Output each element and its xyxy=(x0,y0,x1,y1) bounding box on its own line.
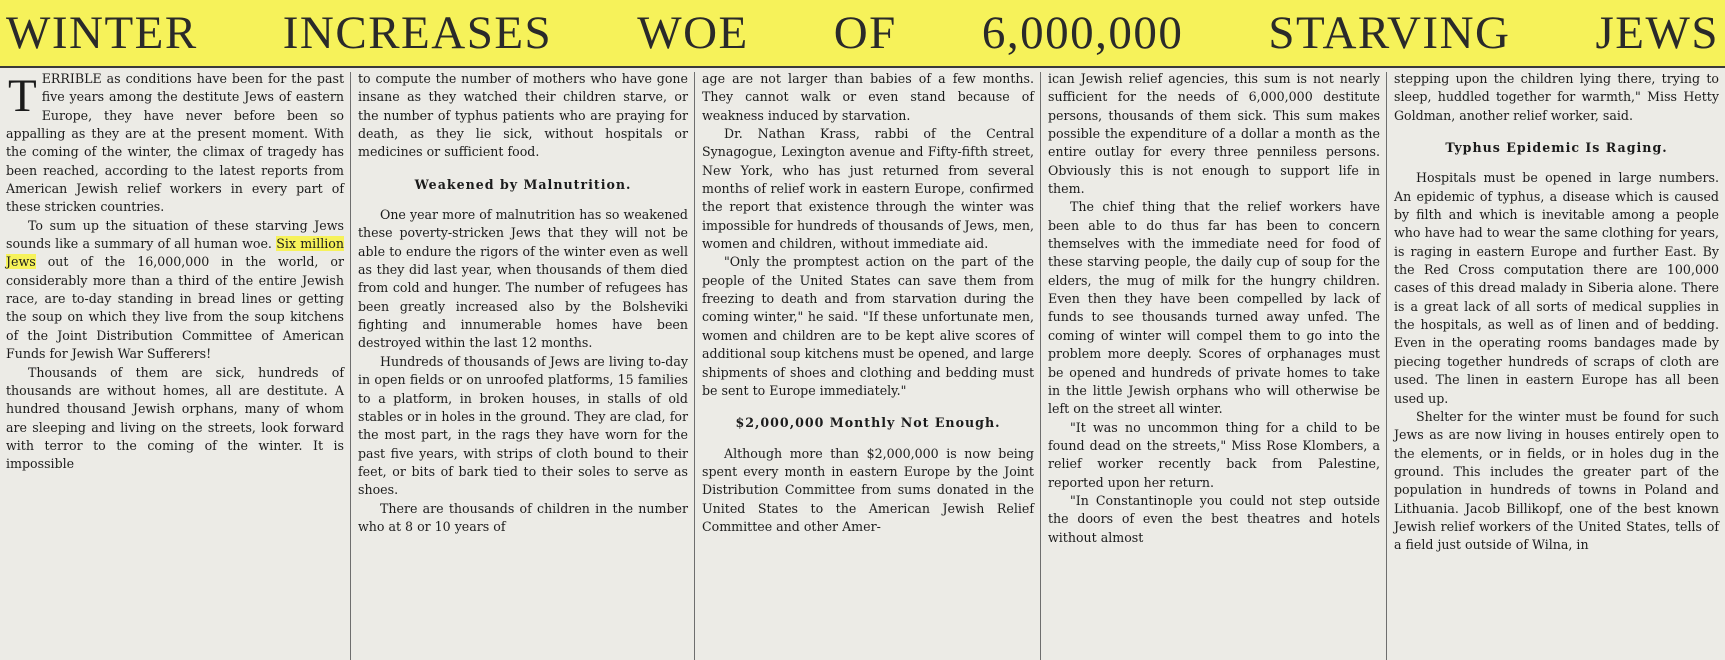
headline-word: INCREASES xyxy=(282,7,553,59)
paragraph: age are not larger than babies of a few months. They cannot walk or even stand because of weakness induced by starvation. xyxy=(702,71,1034,123)
paragraph: to compute the number of mothers who have gone insane as they watched their children starve, or the number of typhus patients who are praying for death, as they lie sick, without hospitals or medicines or sufficient food. xyxy=(358,71,688,160)
paragraph: The chief thing that the relief workers have been able to do thus far has been to concern themselves with the immediate need for food of these starving people, the daily cup of soup for the elders, the mug of milk for the hungry children. Even then they have been compelled by lack of funds to see thousands turned away unfed. The coming of winter will compel them to go into the problem more deeply. Scores of orphanages must be opened and hundreds of private homes to take in the little Jewish orphans who will otherwise be left on the street all winter. xyxy=(1048,199,1380,417)
article-column-5 xyxy=(1388,70,1725,660)
headline-word: WOE xyxy=(637,7,749,59)
paragraph: Hospitals must be opened in large numbers. An epidemic of typhus, a disease which is caused by filth and which is inevitable among a people who have had to wear the same clothing for years, is raging in eastern Europe and further East. By the Red Cross computation there are 100,000 cases of this dread malady in Siberia alone. There is a great lack of all sorts of medical supplies in the hospitals, as well as of linen and of bedding. Even in the operating rooms bandages made by piecing together hundreds of scraps of cloth are used. The linen in eastern Europe has all been used up. xyxy=(1394,170,1719,406)
paragraph: One year more of malnutrition has so weakened these poverty-stricken Jews that they will not be able to endure the rigors of the winter even as well as they did last year, when thousands of them died from cold and hunger. The number of refugees has been greatly increased also by the Bolsheviki fighting and innumerable homes have been destroyed within the last 12 months. xyxy=(358,207,688,351)
column-rule xyxy=(350,72,351,660)
paragraph: TERRIBLE as conditions have been for the past five years among the destitute Jews of eastern Europe, they have never before been so appalling as they are at the present moment. With the coming of the winter, the climax of tragedy has been reached, according to the latest reports from American Jewish relief workers in every part of these stricken countries. xyxy=(6,70,344,215)
headline-rule xyxy=(0,66,1725,68)
paragraph: "It was no uncommon thing for a child to be found dead on the streets," Miss Rose Klombers, a relief worker recently back from Palestine, reported upon her return. xyxy=(1048,419,1380,490)
article-column-2 xyxy=(352,70,694,660)
paragraph: Shelter for the winter must be found for such Jews as are now living in houses entirely open to the elements, or in fields, or in holes dug in the ground. This includes the greater part of the population in hundreds of towns in Poland and Lithuania. Jacob Billikopf, one of the best known Jewish relief workers of the United States, tells of a field just outside of Wilna, in xyxy=(1394,408,1719,553)
subheading: $2,000,000 Monthly Not Enough. xyxy=(735,415,1001,431)
paragraph: stepping upon the children lying there, trying to sleep, huddled together for warmth," Miss Hetty Goldman, another relief worker, said. xyxy=(1394,71,1719,123)
paragraph: There are thousands of children in the number who at 8 or 10 years of xyxy=(358,500,688,534)
paragraph: "In Constantinople you could not step outside the doors of even the best theatres and hotels without almost xyxy=(1048,492,1380,545)
column-rule xyxy=(1040,72,1041,660)
drop-cap: T xyxy=(8,70,37,122)
headline xyxy=(0,0,1725,66)
column-rule xyxy=(1386,72,1387,660)
headline-word: STARVING xyxy=(1268,7,1511,59)
headline-word: JEWS xyxy=(1595,7,1719,59)
article-column-4 xyxy=(1042,70,1386,660)
headline-word: WINTER xyxy=(6,7,198,59)
article-column-1 xyxy=(0,70,350,660)
subheading: Typhus Epidemic Is Raging. xyxy=(1445,140,1668,156)
paragraph: Thousands of them are sick, hundreds of thousands are without homes, all are destitute. A hundred thousand Jewish orphans, many of whom are sleeping and living on the streets, look forward with terror to the coming of the winter. It is impossible xyxy=(6,364,344,472)
paragraph: Although more than $2,000,000 is now being spent every month in eastern Europe by the Joint Distribution Committee from sums donated in the United States to the American Jewish Relief Committee and other Amer- xyxy=(702,445,1034,534)
subheading: Weakened by Malnutrition. xyxy=(414,176,632,192)
highlighted-text: Six million Jews xyxy=(6,236,344,270)
paragraph: Hundreds of thousands of Jews are living to-day in open fields or on unroofed platforms, 15 families to a platform, in broken houses, in stalls of old stables or in holes in the ground. They are clad, for the most part, in the rags they have worn for the past five years, with strips of cloth bound to their feet, or bits of bark tied to their soles to serve as shoes. xyxy=(358,353,688,498)
paragraph: "Only the promptest action on the part of the people of the United States can save them from freezing to death and from starvation during the coming winter," he said. "If these unfortunate men, women and children are to be kept alive scores of additional soup kitchens must be opened, and large shipments of shoes and clothing and bedding must be sent to Europe immediately." xyxy=(702,254,1034,398)
headline-word: OF xyxy=(833,7,897,59)
headline-word: 6,000,000 xyxy=(981,7,1184,59)
column-rule xyxy=(694,72,695,660)
paragraph: Dr. Nathan Krass, rabbi of the Central Synagogue, Lexington avenue and Fifty-fifth street, New York, who has just returned from several months of relief work in eastern Europe, confirmed the report that existence through the winter was impossible for hundreds of thousands of Jews, men, women and children, without immediate aid. xyxy=(702,126,1034,252)
paragraph: ican Jewish relief agencies, this sum is not nearly sufficient for the needs of 6,000,000 destitute persons, thousands of them sick. This sum makes possible the expenditure of a dollar a month as the entire outlay for every three penniless persons. Obviously this is not enough to support life in them. xyxy=(1048,71,1380,197)
article-column-3 xyxy=(696,70,1040,660)
paragraph: To sum up the situation of these starving Jews sounds like a summary of all human woe. Six million Jews out of the 16,000,000 in the world, or considerably more than a third of the entire Jewish race, are to-day standing in bread lines or getting the soup on which they live from the soup kitchens of the Joint Distribution Committee of American Funds for Jewish War Sufferers! xyxy=(6,217,344,362)
